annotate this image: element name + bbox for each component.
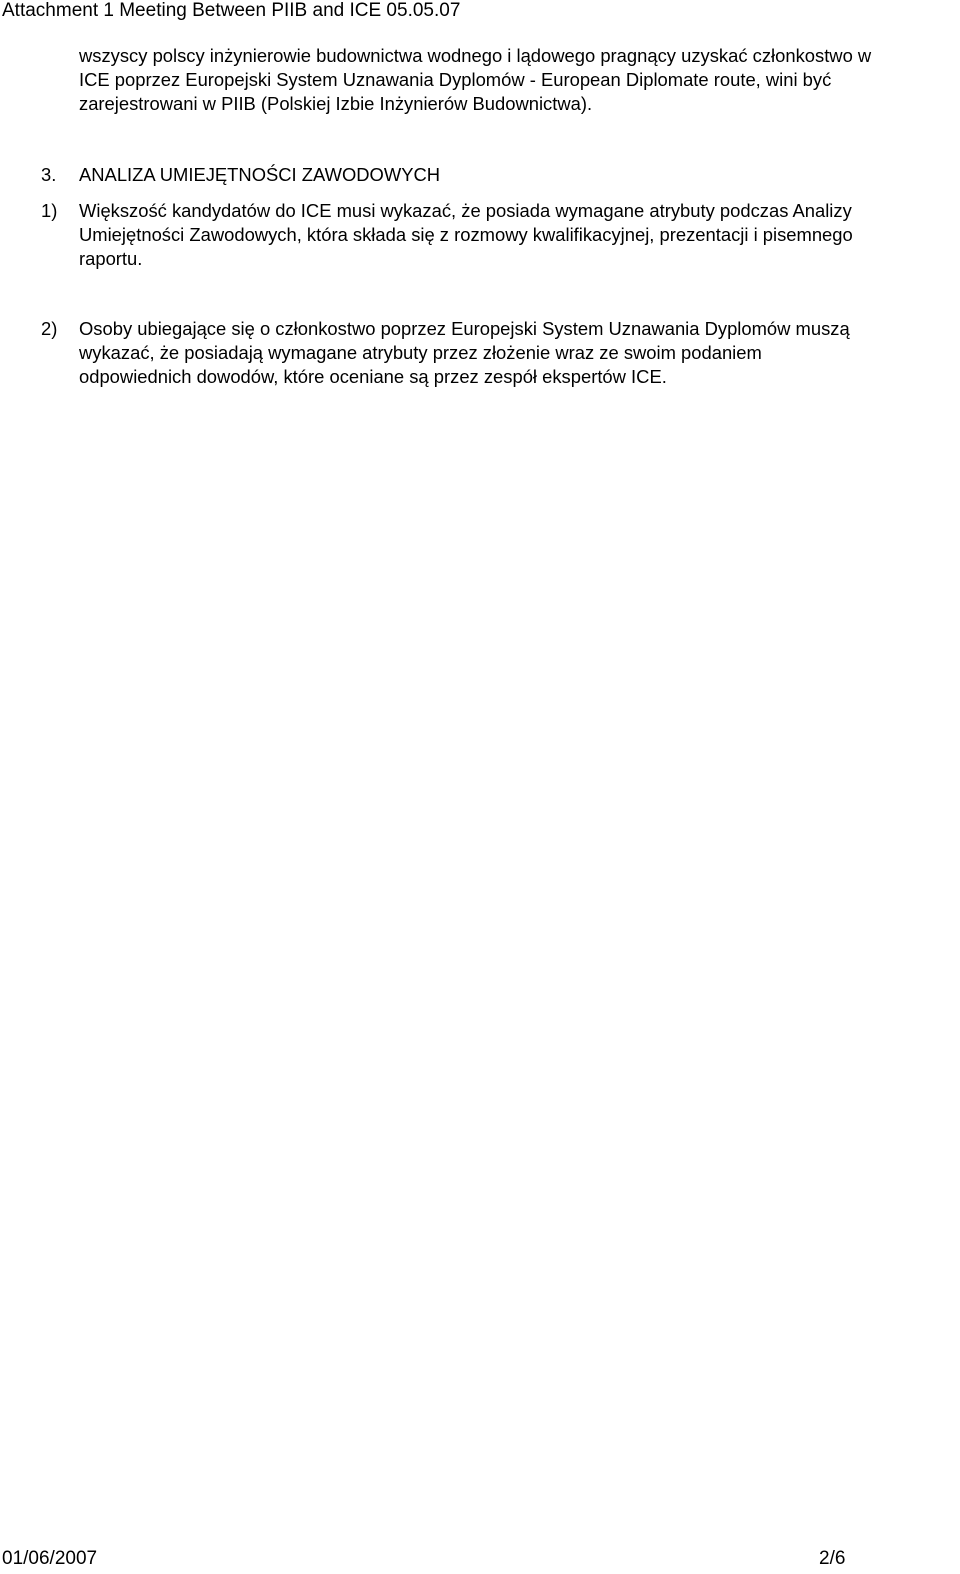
list-item-body bbox=[79, 199, 853, 271]
intro-line: ICE poprzez Europejski System Uznawania Dyplomów - European Diplomate route, wini być bbox=[79, 69, 832, 90]
list-item-line: raportu. bbox=[79, 248, 143, 269]
section-title: ANALIZA UMIEJĘTNOŚCI ZAWODOWYCH bbox=[79, 164, 441, 185]
list-item-marker: 1) bbox=[41, 200, 58, 221]
footer-page-number: 2/6 bbox=[819, 1548, 846, 1569]
intro-line: wszyscy polscy inżynierowie budownictwa wodnego i lądowego pragnący uzyskać członkostwo w bbox=[79, 45, 872, 66]
footer-date: 01/06/2007 bbox=[2, 1548, 98, 1569]
intro-line: zarejestrowani w PIIB (Polskiej Izbie Inżynierów Budownictwa). bbox=[79, 93, 593, 114]
list-item-line: odpowiednich dowodów, które oceniane są przez zespół ekspertów ICE. bbox=[79, 366, 667, 387]
section-heading bbox=[41, 163, 440, 187]
section-number: 3. bbox=[41, 164, 57, 185]
list-item-marker: 2) bbox=[41, 318, 58, 339]
list-item-line: Osoby ubiegające się o członkostwo poprzez Europejski System Uznawania Dyplomów muszą bbox=[79, 318, 850, 339]
list-item-body bbox=[79, 317, 850, 389]
list-item-line: Umiejętności Zawodowych, która składa się z rozmowy kwalifikacyjnej, prezentacji i pisemnego bbox=[79, 224, 853, 245]
page-header: Attachment 1 Meeting Between PIIB and ICE 05.05.07 bbox=[2, 0, 461, 21]
list-item-line: wykazać, że posiadają wymagane atrybuty przez złożenie wraz ze swoim podaniem bbox=[79, 342, 762, 363]
intro-paragraph bbox=[79, 44, 957, 116]
list-item-line: Większość kandydatów do ICE musi wykazać, że posiada wymagane atrybuty podczas Analizy bbox=[79, 200, 852, 221]
